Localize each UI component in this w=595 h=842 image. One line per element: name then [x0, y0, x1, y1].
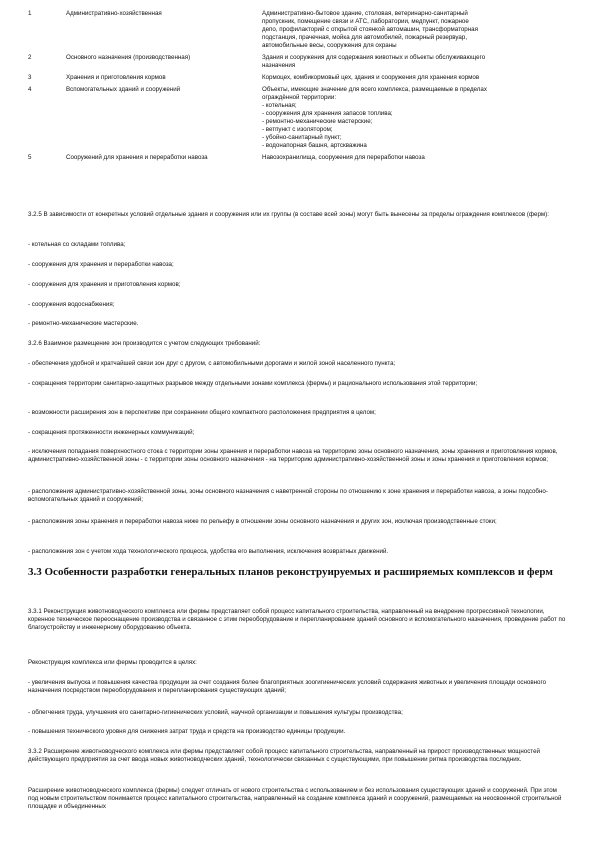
list-item-communication: - обеспечения удобной и кратчайшей связи зон друг с другом, с автомобильными дорогами и жилой зоной населенного пункта; [28, 360, 396, 367]
table-row [28, 74, 568, 86]
list-item-runoff: - исключения попадания поверхностного стока с территории зоны хранения и переработки навоза на территорию зоны основного назначения, зоны хранения и приготовления кормов, административно-хозяйственной зоны - с территории зоны основного назначения - на территорию административно-хозяйственной зоны и зоны хранения и приготовления кормов; [28, 448, 558, 463]
zone-name: Хранения и приготовления кормов [66, 74, 166, 81]
paragraph-3-2-6: 3.2.6 Взаимное размещение зон производится с учетом следующих требований: [28, 340, 261, 347]
zones-table-body [28, 10, 568, 166]
description-line: ограждённой территории: [262, 94, 337, 101]
list-item-windward: - расположения административно-хозяйственной зоны, зоны основного назначения с наветренной стороны по отношению к зоне хранения и переработки навоза, а зоны подсобно-вспомогательных зданий и сооружений; [28, 488, 548, 503]
row-number: 1 [28, 10, 32, 17]
zone-description [262, 86, 568, 154]
description-line: - ремонтно-механические мастерские; [262, 118, 373, 125]
zone-description [262, 74, 568, 86]
row-number: 2 [28, 54, 32, 61]
description-line: - убойно-санитарный пункт; [262, 134, 342, 141]
description-line: - водонапорная башня, артскважина [262, 142, 367, 149]
paragraph-3-3-2: 3.3.2 Расширение животноводческого комплекса или фермы представляет собой процесс капитального строительства, направленный на прирост производственных мощностей действующего предприятия за счет ввода новых животноводческих зданий, технологически связанных с существующими, при повышении ритма производства последних. [28, 748, 540, 763]
zone-name: Основного назначения (производственная) [66, 54, 191, 61]
description-line: автомобильные весы, сооружения для охраны [262, 42, 397, 49]
row-number: 4 [28, 86, 32, 93]
list-item-output-increase: - увеличения выпуска и повышения качества продукции за счет создания более благоприятных зоогигиенических условий содержания животных и увеличения площади основного назначения посредством переоборудования и перепланирования существующих зданий; [28, 679, 547, 694]
zones-table [28, 10, 568, 166]
list-item-expansion: - возможности расширения зон в перспективе при сохранении общего компактного расположения предприятия в целом; [28, 409, 376, 416]
description-line: Навозохранилища, сооружения для переработки навоза [262, 154, 425, 161]
list-item-labor: - облегчения труда, улучшения его санитарно-гигиенических условий, научной организации и повышения культуры производства; [28, 709, 403, 716]
list-item-relief: - расположения зоны хранения и переработки навоза ниже по рельефу в отношении зоны основного назначения и других зон, исключая производственные стоки; [28, 518, 497, 525]
zone-name: Сооружений для хранения и переработки навоза [66, 154, 208, 161]
list-item-repair-shops: - ремонтно-механические мастерские. [28, 320, 139, 327]
zone-description [262, 10, 568, 54]
table-row [28, 86, 568, 154]
description-line: депо, профилакторий с открытой стоянкой автомашин, трансформаторная [262, 26, 478, 33]
list-item-water-supply: - сооружения водоснабжения; [28, 301, 115, 308]
table-row [28, 10, 568, 54]
section-heading-3-3: 3.3 Особенности разработки генеральных планов реконструируемых и расширяемых комплексов и ферм [28, 566, 553, 578]
list-item-tech-level: - повышения технического уровня для снижения затрат труда и средств на производство единицы продукции. [28, 728, 346, 735]
description-line: подстанция, прачечная, мойка для автомобилей, пожарный резервуар, [262, 34, 468, 41]
list-item-boiler: - котельная со складами топлива; [28, 241, 126, 248]
description-line: назначения [262, 62, 296, 69]
row-number: 3 [28, 74, 32, 81]
description-line: пропускник, помещение связи и АТС, лаборатории, медпункт, пожарное [262, 18, 469, 25]
list-item-manure-facilities: - сооружения для хранения и переработки навоза; [28, 261, 174, 268]
list-item-utilities: - сокращения протяженности инженерных коммуникаций; [28, 429, 195, 436]
paragraph-3-2-5: 3.2.5 В зависимости от конкретных условий отдельные здания и сооружения или их группы (в составе всей зоны) могут быть вынесены за пределы ограждения комплексов (ферм): [28, 211, 549, 218]
zone-name: Вспомогательных зданий и сооружений [66, 86, 181, 93]
description-line: Объекты, имеющие значение для всего комплекса, размещаемые в пределах [262, 86, 487, 93]
description-line: - сооружения для хранения запасов топлива; [262, 110, 393, 117]
description-line: - котельная; [262, 102, 297, 109]
zone-description [262, 154, 568, 166]
table-row [28, 54, 568, 74]
description-line: - ветпункт с изолятором; [262, 126, 333, 133]
paragraph-reconstruction-goals: Реконструкция комплекса или фермы проводится в целях: [28, 659, 197, 666]
table-row [28, 154, 568, 166]
paragraph-expansion-vs-new: Расширение животноводческого комплекса (фермы) следует отличать от нового строительства с использованием и без использования существующих зданий и сооружений. При этом под новым строительством понимается процесс капитального строительства, направленный на создание комплекса зданий и сооружений, размещаемых на неосвоенной строительной площадке и объединенных [28, 787, 562, 810]
description-line: Административно-бытовое здание, столовая, ветеринарно-санитарный [262, 10, 468, 17]
list-item-process-flow: - расположения зон с учетом хода технологического процесса, удобства его выполнения, исключения возвратных движений. [28, 548, 389, 555]
row-number: 5 [28, 154, 32, 161]
zone-name: Административно-хозяйственная [66, 10, 162, 17]
list-item-feed-facilities: - сооружения для хранения и приготовления кормов; [28, 281, 181, 288]
zone-description [262, 54, 568, 74]
description-line: Здания и сооружения для содержания животных и объекты обслуживающего [262, 54, 486, 61]
list-item-sanitary-zones: - сокращения территории санитарно-защитных разрывов между отдельными зонами комплекса (фермы) и рационального использования этой территории; [28, 380, 478, 387]
description-line: Кормоцех, комбикормовый цех, здания и сооружения для хранения кормов [262, 74, 480, 81]
paragraph-3-3-1: 3.3.1 Реконструкция животноводческого комплекса или фермы представляет собой процесс капитального строительства, направленный на внедрение прогрессивной технологии, коренное техническое переоснащение производства и связанное с этим переоборудование и перепланирование зданий основного и вспомогательного назначения, проведение работ по благоустройству и инженерному оборудованию объекта. [28, 608, 566, 631]
